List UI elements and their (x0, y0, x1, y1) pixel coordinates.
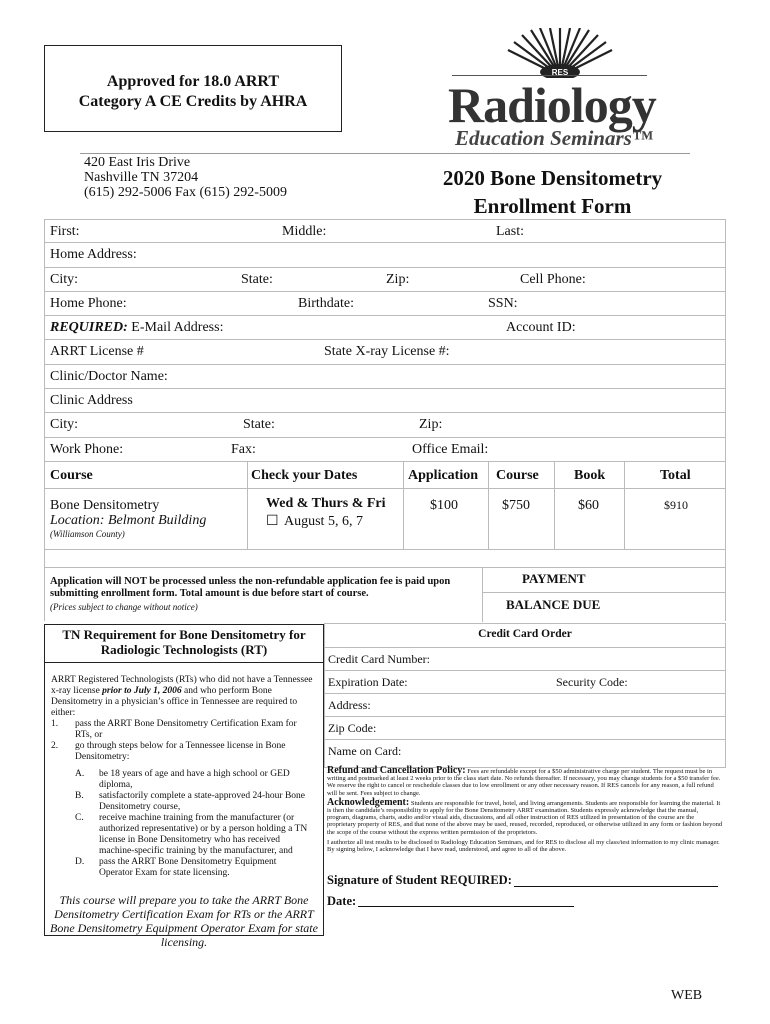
tn-subitem-d-letter: D. (75, 857, 85, 867)
expiration-date-field[interactable]: Expiration Date: (328, 675, 408, 689)
header-total: Total (660, 468, 691, 483)
expiration-row (325, 671, 725, 694)
clinic-address-field[interactable]: Clinic Address (50, 393, 133, 409)
ssn-field[interactable]: SSN: (488, 295, 518, 311)
fax-field[interactable]: Fax: (231, 441, 256, 457)
course-name: Bone Densitometry (50, 498, 160, 513)
security-code-field[interactable]: Security Code: (556, 675, 628, 689)
payment-section (44, 554, 726, 622)
city-field[interactable]: City: (50, 271, 79, 287)
address-block (84, 155, 287, 200)
phone-row (44, 292, 726, 316)
personal-info-fields (44, 219, 726, 462)
tn-subitem-b-text: satisfactorily complete a state-approved 24-hour Bone Densitometry course, (99, 791, 306, 812)
header-course-fee: Course (496, 468, 539, 483)
middle-name-field[interactable]: Middle: (282, 224, 327, 239)
name-row (44, 219, 726, 243)
header-application: Application (408, 468, 479, 483)
tn-subitem-b (75, 791, 309, 813)
state-xray-license-field[interactable]: State X-ray License #: (324, 344, 450, 360)
refund-policy (327, 767, 723, 797)
acknowledgement-title: Acknowledgement: (327, 796, 410, 808)
form-title-line-2: Enrollment Form (473, 194, 632, 218)
payment-label: PAYMENT (522, 571, 586, 586)
tn-item-1 (51, 719, 315, 741)
home-address-row (44, 243, 726, 267)
authorization-text: I authorize all test results to be disclosed to Radiology Education Seminars, and for RES to disclose all my class/test information to my clinic manager. By signing below, I acknowledge that I have read, understood, and agree to all of the above. (327, 838, 720, 854)
signature-line[interactable] (514, 886, 718, 887)
clinic-doctor-name-field[interactable]: Clinic/Doctor Name: (50, 368, 168, 384)
date-line[interactable] (358, 906, 574, 907)
refund-policy-title: Refund and Cancellation Policy: (327, 765, 466, 776)
card-zip-field[interactable]: Zip Code: (325, 717, 725, 740)
logo-subtitle: Education Seminars™ (455, 126, 653, 150)
tn-intro-date: prior to July 1, 2006 (102, 686, 182, 696)
clinic-city-row (44, 413, 726, 437)
acknowledgement (327, 796, 723, 836)
tn-subitem-c-text: receive machine training from the manufacturer (or authorized representative) or by a person holding a TN license in Bone Densitometry who has received machine-specific training by the manufacturer, and (99, 813, 308, 856)
card-address-field[interactable]: Address: (325, 694, 725, 717)
header-course: Course (50, 468, 93, 483)
tn-subitem-a-letter: A. (75, 769, 85, 779)
course-dates: August 5, 6, 7 (284, 514, 363, 529)
date-label: Date: (327, 894, 357, 908)
credit-card-title: Credit Card Order (325, 624, 725, 648)
address-phones: (615) 292-5006 Fax (615) 292-5009 (84, 185, 287, 200)
tn-requirement-closing: This course will prepare you to take the ARRT Bone Densitometry Certification Exam for RTs or the ARRT Bone Densitometry Equipment Operator Exam for state licensing. (50, 893, 318, 949)
tn-subitem-c-letter: C. (75, 813, 84, 823)
cell-phone-field[interactable]: Cell Phone: (520, 271, 586, 287)
email-label: E-Mail Address: (127, 320, 224, 336)
tn-subitem-a-text: be 18 years of age and have a high school or GED diploma, (99, 769, 290, 790)
signature-label: Signature of Student REQUIRED: (327, 873, 512, 887)
tn-requirement-title: TN Requirement for Bone Densitometry for Radiologic Technologists (RT) (62, 627, 306, 657)
form-title (415, 164, 690, 220)
address-street: 420 East Iris Drive (84, 155, 191, 170)
processing-notice: Application will NOT be processed unless the non-refundable application fee is paid upon submitting enrollment form. Total amount is due before start of course. (50, 576, 451, 599)
tn-subitem-b-letter: B. (75, 791, 84, 801)
clinic-name-row (44, 365, 726, 389)
clinic-city-field[interactable]: City: (50, 417, 79, 433)
prices-note: (Prices subject to change without notice) (50, 602, 198, 612)
tn-subitem-d (75, 857, 309, 879)
tn-subitem-list (45, 763, 323, 879)
refund-policy-text: Fees are refundable except for a $50 administrative charge per student. The request must be in writing and postmarked at least 2 weeks prior to the class start date. No refunds thereafter. If necessary, you may change students for a $50 transfer fee. We reserve the right to cancel or reschedule classes due to low enrollment or any other necessary reason. If RES cancels for any reason, a full refund will be sent. Fees subject to change. (327, 768, 721, 797)
header-divider (80, 153, 690, 154)
tn-item-2-num: 2. (51, 741, 59, 751)
email-field[interactable] (50, 320, 223, 336)
credit-card-box (324, 623, 726, 768)
price-total: $910 (664, 498, 688, 512)
required-label: REQUIRED: (50, 320, 128, 336)
tn-item-2-text: go through steps below for a Tennessee license in Bone Densitometry: (75, 741, 286, 762)
approved-box (44, 45, 342, 132)
logo-title: Radiology (448, 77, 656, 133)
tn-subitem-d-text: pass the ARRT Bone Densitometry Equipment Operator Exam for state licensing. (99, 857, 277, 878)
state-field[interactable]: State: (241, 271, 273, 287)
last-name-field[interactable]: Last: (496, 224, 524, 239)
form-code: WEB (671, 988, 703, 1003)
license-row (44, 340, 726, 364)
approved-line-2: Category A CE Credits by AHRA (78, 93, 308, 110)
logo-mark-text: RES (551, 68, 569, 77)
price-book: $60 (578, 498, 599, 513)
birthdate-field[interactable]: Birthdate: (298, 295, 354, 311)
account-id-field[interactable]: Account ID: (506, 320, 576, 336)
price-course: $750 (502, 498, 530, 513)
tn-requirement-intro (45, 663, 323, 719)
price-application: $100 (430, 498, 458, 513)
header-check-dates: Check your Dates (251, 468, 358, 483)
zip-field[interactable]: Zip: (386, 271, 410, 287)
address-city: Nashville TN 37204 (84, 170, 199, 185)
name-on-card-field[interactable]: Name on Card: (328, 744, 402, 758)
approved-line-1: Approved for 18.0 ARRT (106, 73, 280, 90)
tn-item-1-num: 1. (51, 719, 59, 729)
course-days: Wed & Thurs & Fri (266, 496, 386, 511)
office-email-field[interactable]: Office Email: (412, 441, 489, 457)
policies-section (327, 767, 723, 853)
tn-subitem-a (75, 769, 309, 791)
clinic-address-row (44, 389, 726, 413)
acknowledgement-text: Students are responsible for travel, hotel, and living arrangements. Students are responsible for learning the material. It is then the candidate’s responsibility to apply for the Bone Densitometry ARRT examination. Students expressly acknowledge that the manual, program, diagrams, charts, audio and/or visual aids, discussions, and all other instruction of RES utilized in presentation of the course are the proprietary property of RES, and that none of the above may be used, reused, recorded, reproduced, or otherwise utilized in any form or fashion beyond the scope of the course without the express written permission of the proprietors. (327, 799, 723, 836)
clinic-state-field[interactable]: State: (243, 417, 275, 433)
course-location: Location: Belmont Building (50, 513, 207, 528)
balance-due-label: BALANCE DUE (506, 597, 601, 612)
course-table (44, 462, 726, 554)
arrt-license-field[interactable]: ARRT License # (50, 344, 144, 360)
tn-subitem-c (75, 813, 309, 857)
first-name-field[interactable]: First: (50, 224, 80, 239)
signature-section (327, 873, 723, 943)
logo-rule (452, 75, 647, 76)
home-phone-field[interactable]: Home Phone: (50, 295, 127, 311)
work-row (44, 438, 726, 462)
email-row (44, 316, 726, 340)
tn-requirement-list (45, 719, 323, 763)
tn-item-1-text: pass the ARRT Bone Densitometry Certification Exam for RTs, or (75, 719, 297, 740)
form-title-line-1: 2020 Bone Densitometry (442, 166, 663, 190)
course-county: (Williamson County) (50, 529, 125, 539)
header-book: Book (574, 468, 606, 483)
tn-item-2 (51, 741, 315, 763)
tn-requirement-box (44, 624, 324, 949)
sunburst-logo-icon (500, 28, 620, 78)
work-phone-field[interactable]: Work Phone: (50, 441, 124, 457)
clinic-zip-field[interactable]: Zip: (419, 417, 443, 433)
city-row (44, 268, 726, 292)
tn-intro-text-c: and who perform Bone Densitometry in a physician’s office in Tennessee are required to either: (51, 686, 298, 718)
card-number-field[interactable]: Credit Card Number: (325, 648, 725, 671)
tn-intro-text-a: ARRT Registered Technologists (RTs) who did not have a Tennessee x-ray license (51, 675, 313, 696)
course-date-checkbox[interactable]: ☐ (266, 514, 279, 529)
home-address-field[interactable]: Home Address: (50, 247, 137, 263)
